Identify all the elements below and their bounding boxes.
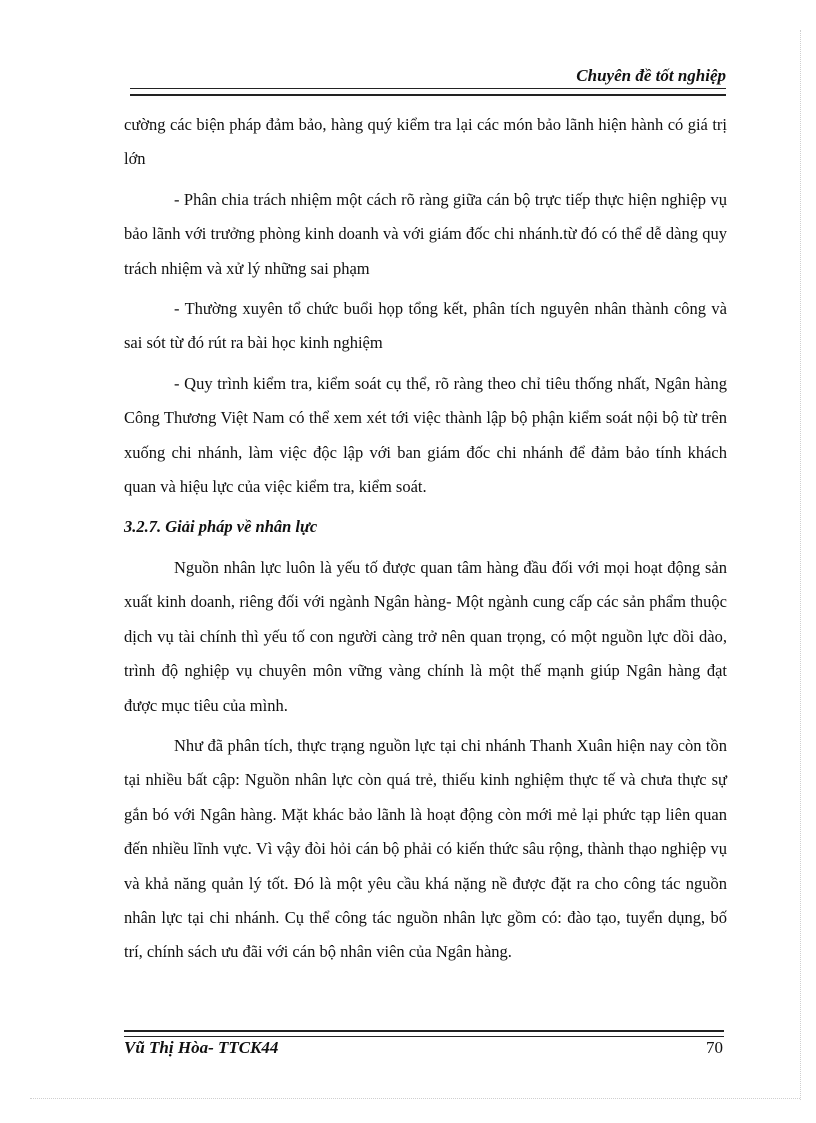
header-rule <box>130 88 726 96</box>
paragraph-1: cường các biện pháp đảm bảo, hàng quý kiểm tra lại các món bảo lãnh hiện hành có giá trị lớn <box>124 115 727 169</box>
footer-author: Vũ Thị Hòa- TTCK44 <box>124 1038 279 1057</box>
footer-rule <box>124 1030 724 1037</box>
paragraph-5: Nguồn nhân lực luôn là yếu tố được quan tâm hàng đầu đối với mọi hoạt động sản xuất kinh doanh, riêng đối với ngành Ngân hàng- Một ngành cung cấp các sản phẩm thuộc dịch vụ tài chính thì yếu tố con người càng trở nên quan trọng, có một nguồn lực dồi dào, trình độ nghiệp vụ chuyên môn vững vàng chính là một thế mạnh giúp Ngân hàng đạt được mục tiêu của mình. <box>124 557 727 715</box>
paragraph-4: - Quy trình kiểm tra, kiểm soát cụ thể, rõ ràng theo chỉ tiêu thống nhất, Ngân hàng Công Thương Việt Nam có thể xem xét tới việc thành lập bộ phận kiểm soát nội bộ từ trên xuống chi nhánh, làm việc độc lập với ban giám đốc chi nhánh để đảm bảo tính khách quan và hiệu lực của việc kiểm tra, kiểm soát. <box>124 373 727 497</box>
page-border-bottom <box>30 1098 800 1099</box>
paragraph-2: - Phân chia trách nhiệm một cách rõ ràng giữa cán bộ trực tiếp thực hiện nghiệp vụ bảo lãnh với trưởng phòng kinh doanh và với giám đốc chi nhánh.từ đó có thể dễ dàng quy trách nhiệm và xử lý những sai phạm <box>124 189 727 278</box>
paragraph-6: Như đã phân tích, thực trạng nguồn lực tại chi nhánh Thanh Xuân hiện nay còn tồn tại nhiều bất cập: Nguồn nhân lực còn quá trẻ, thiếu kinh nghiệm thực tế và chưa thực sự gắn bó với Ngân hàng. Mặt khác bảo lãnh là hoạt động còn mới mẻ lại phức tạp liên quan đến nhiều lĩnh vực. Vì vậy đòi hỏi cán bộ phải có kiến thức sâu rộng, thành thạo nghiệp vụ và khả năng quản lý tốt. Đó là một yêu cầu khá nặng nề được đặt ra cho công tác nguồn nhân lực tại chi nhánh. Cụ thể công tác nguồn nhân lực gồm có: đào tạo, tuyển dụng, bố trí, chính sách ưu đãi với cán bộ nhân viên của Ngân hàng. <box>124 735 727 962</box>
section-heading: 3.2.7. Giải pháp về nhân lực <box>124 517 318 537</box>
document-body <box>124 108 727 976</box>
page-border-right <box>800 30 801 1100</box>
page-number: 70 <box>706 1038 723 1057</box>
header-title: Chuyên đề tốt nghiệp <box>576 66 726 85</box>
paragraph-3: - Thường xuyên tổ chức buổi họp tổng kết, phân tích nguyên nhân thành công và sai sót từ đó rút ra bài học kinh nghiệm <box>124 299 727 353</box>
